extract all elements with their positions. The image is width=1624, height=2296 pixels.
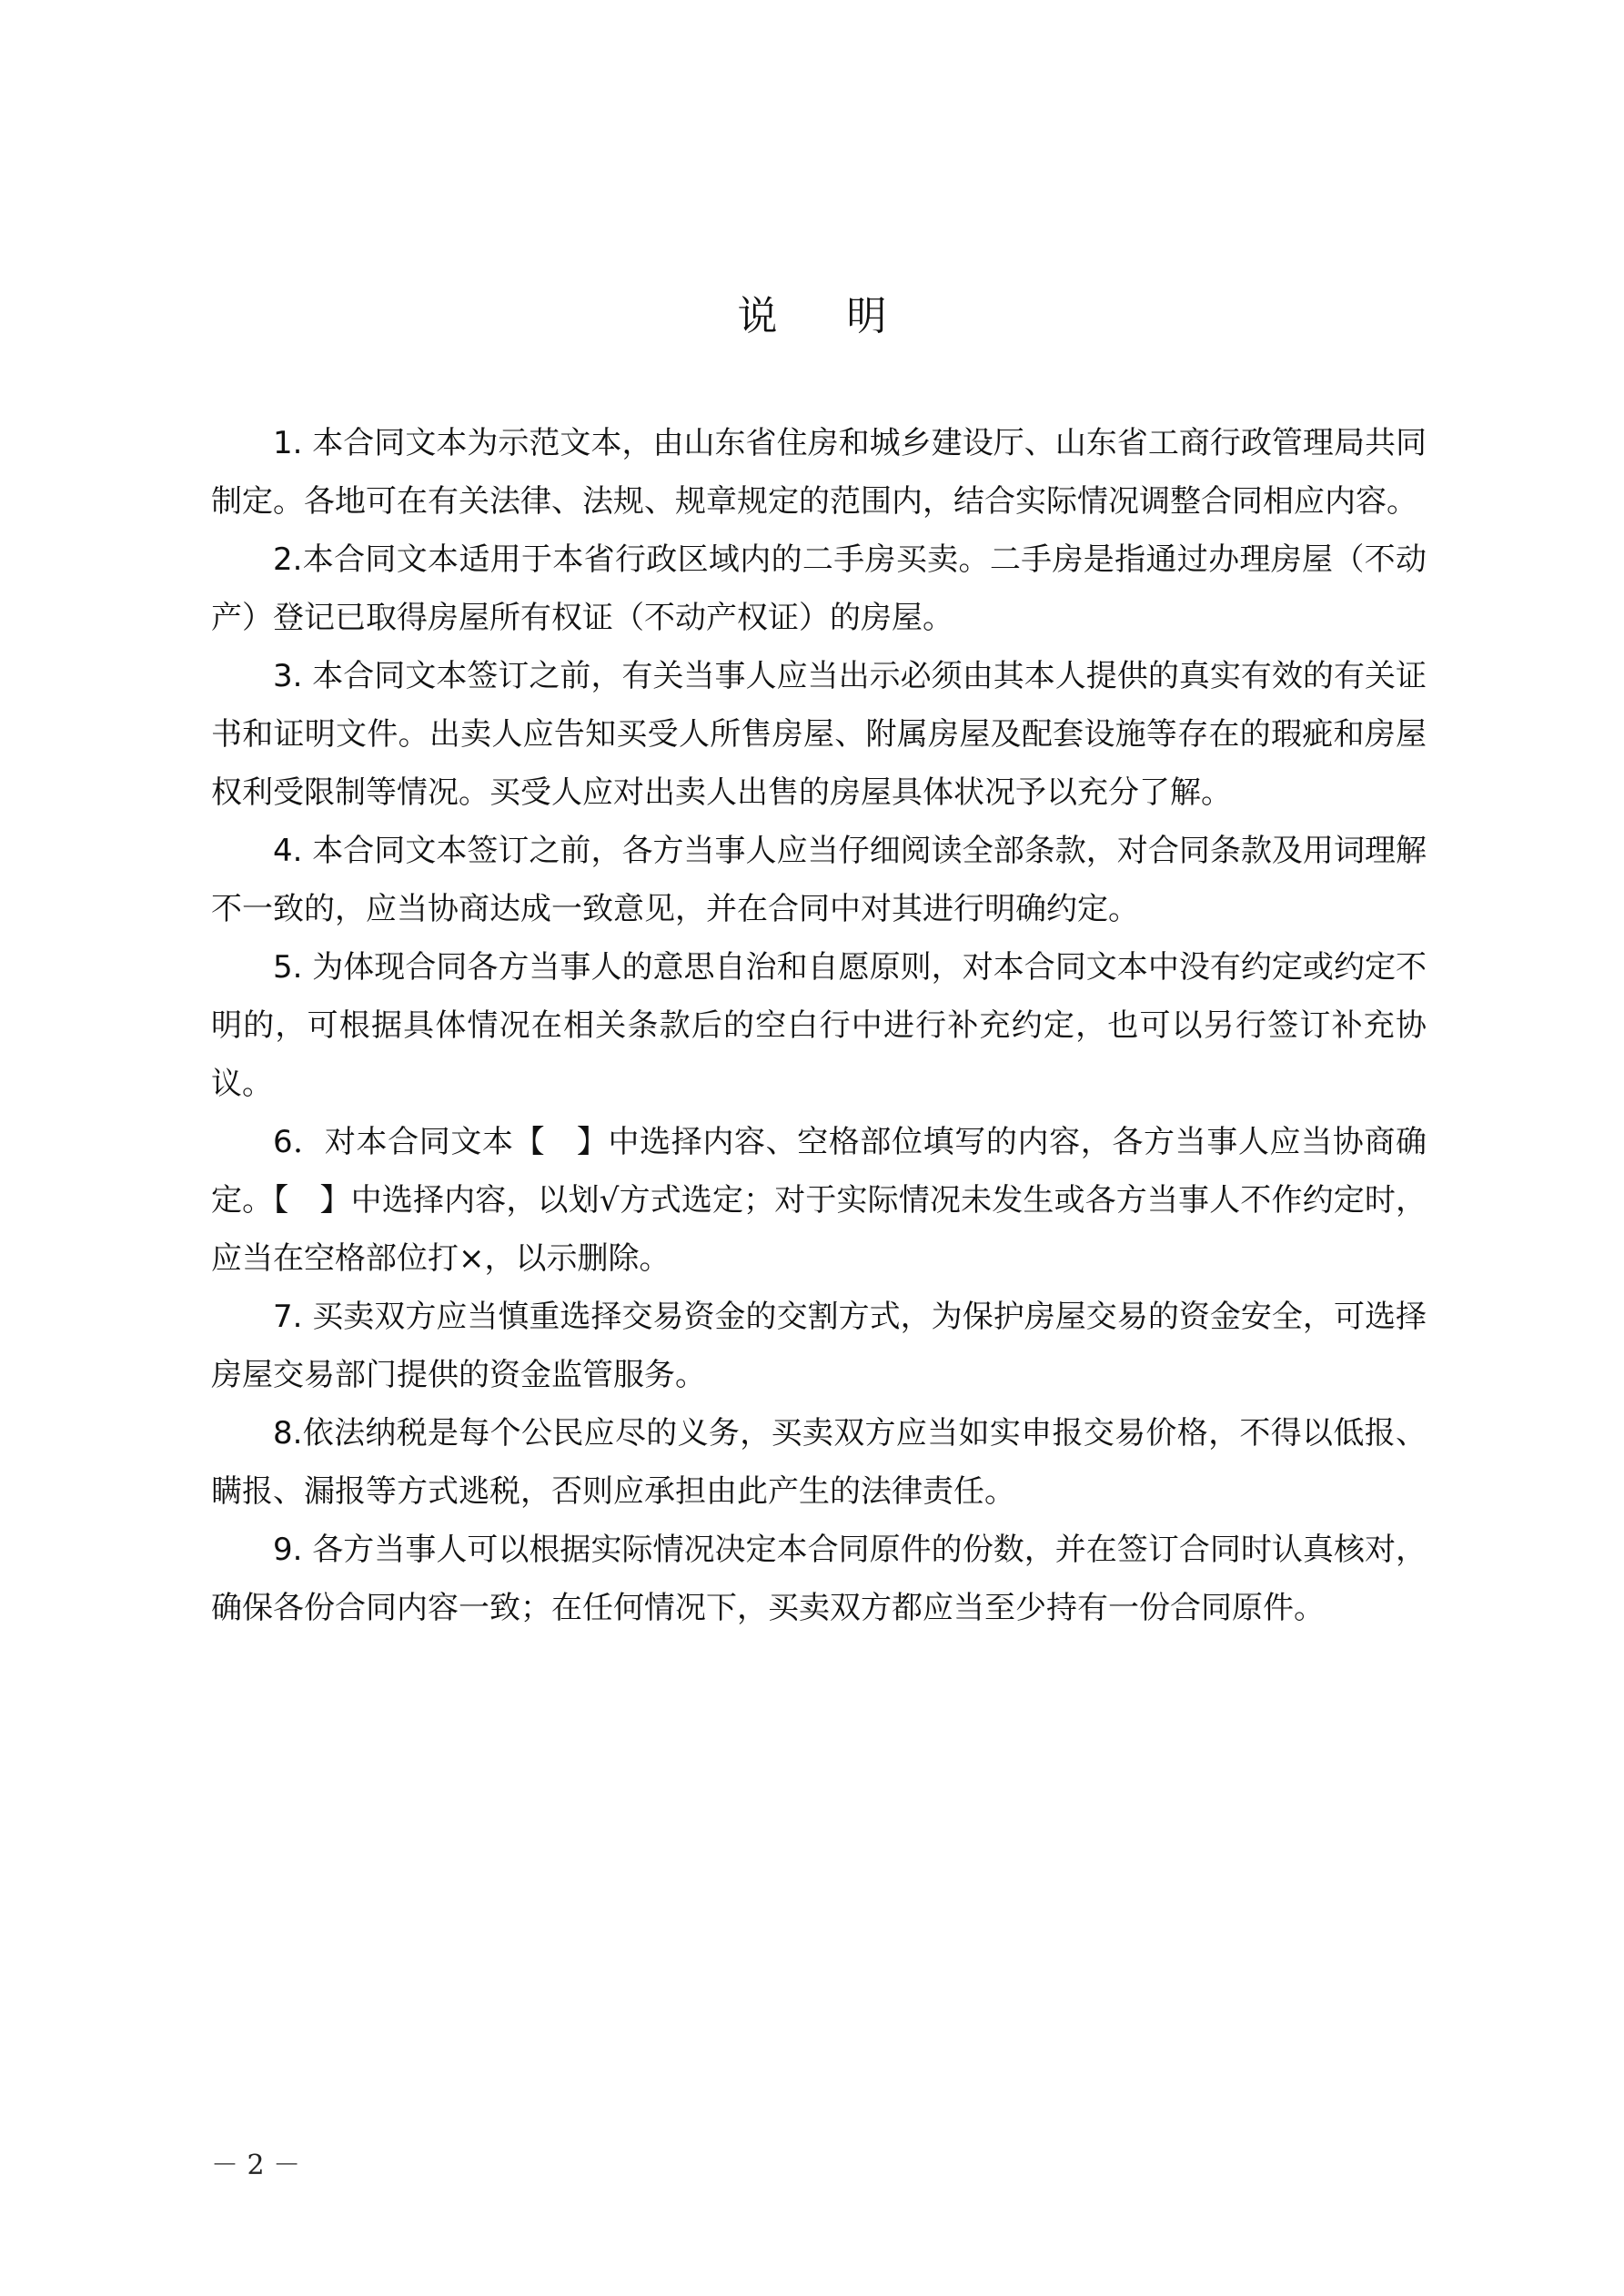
instruction-paragraph-9: 9. 各方当事人可以根据实际情况决定本合同原件的份数，并在签订合同时认真核对，确保各份合同内容一致；在任何情况下，买卖双方都应当至少持有一份合同原件。 (211, 1532, 1427, 1626)
page-number: － 2 － (211, 2149, 301, 2181)
instruction-paragraph-5: 5. 为体现合同各方当事人的意思自治和自愿原则，对本合同文本中没有约定或约定不明的，可根据具体情况在相关条款后的空白行中进行补充约定，也可以另行签订补充协议。 (211, 949, 1427, 1102)
instructions-body (211, 414, 1427, 1637)
document-title: 说明 (737, 293, 956, 339)
instruction-paragraph-2: 2.本合同文本适用于本省行政区域内的二手房买卖。二手房是指通过办理房屋（不动产）登记已取得房屋所有权证（不动产权证）的房屋。 (211, 541, 1427, 636)
instruction-paragraph-1: 1. 本合同文本为示范文本，由山东省住房和城乡建设厅、山东省工商行政管理局共同制定。各地可在有关法律、法规、规章规定的范围内，结合实际情况调整合同相应内容。 (211, 425, 1427, 520)
instruction-paragraph-6: 6．对本合同文本【 】中选择内容、空格部位填写的内容，各方当事人应当协商确定。【 】中选择内容，以划√方式选定；对于实际情况未发生或各方当事人不作约定时，应当在空格部位打×，以示删除。 (211, 1124, 1427, 1277)
instruction-paragraph-4: 4. 本合同文本签订之前，各方当事人应当仔细阅读全部条款，对合同条款及用词理解不一致的，应当协商达成一致意见，并在合同中对其进行明确约定。 (211, 833, 1427, 927)
instruction-paragraph-7: 7. 买卖双方应当慎重选择交易资金的交割方式，为保护房屋交易的资金安全，可选择房屋交易部门提供的资金监管服务。 (211, 1299, 1427, 1393)
instruction-paragraph-8: 8.依法纳税是每个公民应尽的义务，买卖双方应当如实申报交易价格，不得以低报、瞒报、漏报等方式逃税，否则应承担由此产生的法律责任。 (211, 1415, 1427, 1510)
instruction-paragraph-3: 3. 本合同文本签订之前，有关当事人应当出示必须由其本人提供的真实有效的有关证书和证明文件。出卖人应告知买受人所售房屋、附属房屋及配套设施等存在的瑕疵和房屋权利受限制等情况。买受人应对出卖人出售的房屋具体状况予以充分了解。 (211, 658, 1427, 811)
